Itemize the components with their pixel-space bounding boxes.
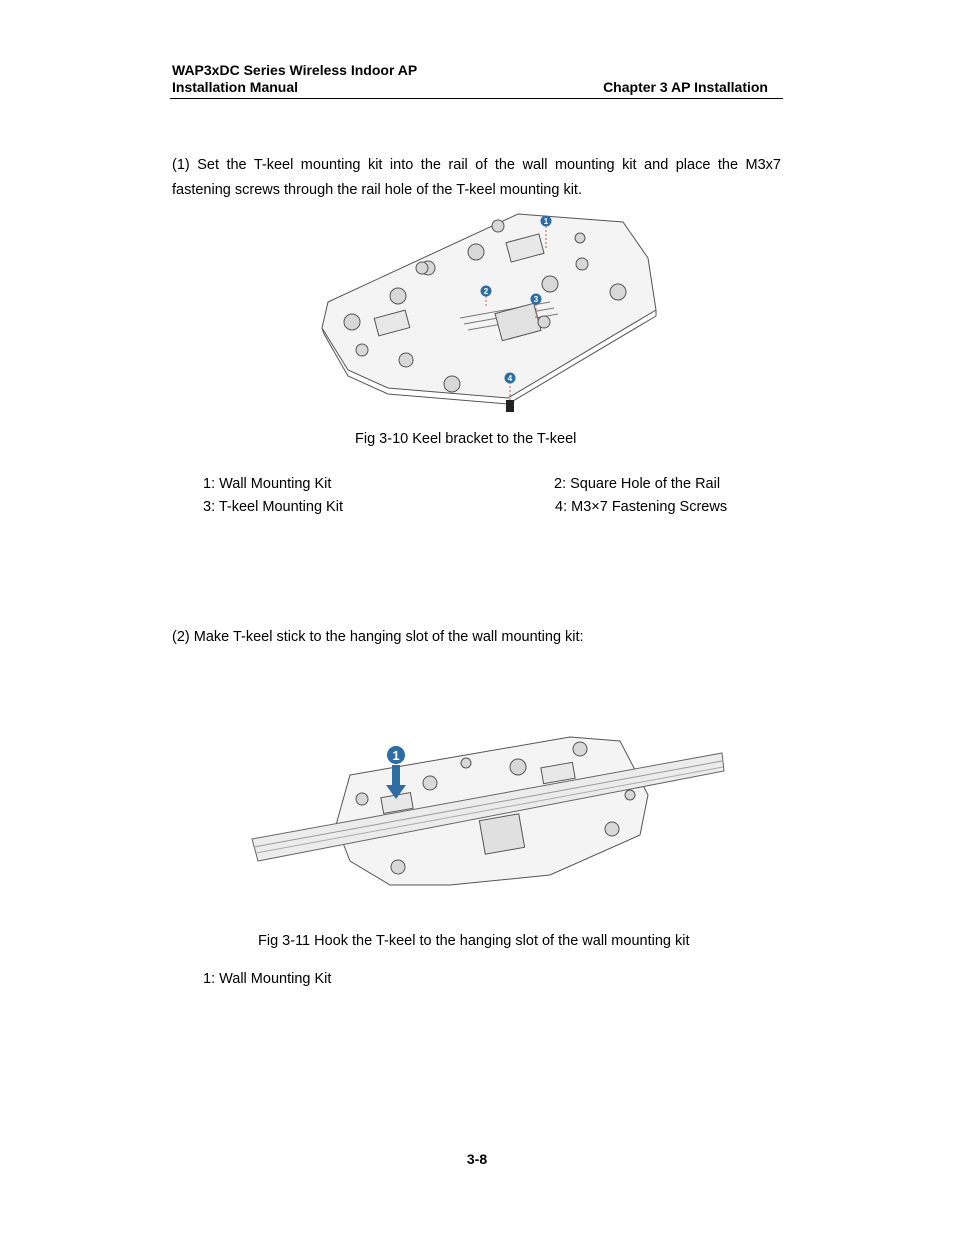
screw-boss xyxy=(610,284,626,300)
callout-4 xyxy=(505,373,516,384)
step1-text: (1) Set the T-keel mounting kit into the rail of the wall mounting kit and place the M3x7 fastening screws through the rail hole of the T-keel mounting kit. xyxy=(172,157,781,198)
legend-item-2: 2: Square Hole of the Rail xyxy=(554,476,721,492)
legend-item-3: 3: T-keel Mounting Kit xyxy=(203,499,343,515)
screw-boss xyxy=(356,793,368,805)
figure-3-11-illustration xyxy=(250,735,726,895)
screw-boss xyxy=(391,860,405,874)
screw-boss xyxy=(542,276,558,292)
figure-3-11-caption: Fig 3-11 Hook the T-keel to the hanging slot of the wall mounting kit xyxy=(258,933,690,949)
screw-boss xyxy=(510,759,526,775)
callout-2 xyxy=(481,286,492,297)
screw-boss xyxy=(461,758,471,768)
screw-boss xyxy=(625,790,635,800)
callout-1-label: 1 xyxy=(543,217,549,226)
legend-item-4: 4: M3×7 Fastening Screws xyxy=(555,499,728,515)
screw-boss xyxy=(356,344,368,356)
screw-boss xyxy=(423,776,437,790)
screw-boss xyxy=(575,233,585,243)
legend-item-1: 1: Wall Mounting Kit xyxy=(203,971,332,987)
screw-boss xyxy=(444,376,460,392)
callout-3 xyxy=(531,294,542,305)
figure-3-10-caption: Fig 3-10 Keel bracket to the T-keel xyxy=(355,431,577,447)
t-keel-kit xyxy=(479,814,524,854)
header-subtitle: Installation Manual xyxy=(172,79,299,95)
step2-text: (2) Make T-keel stick to the hanging slot of the wall mounting kit: xyxy=(172,629,584,645)
callout-1 xyxy=(541,216,552,227)
header-chapter: Chapter 3 AP Installation xyxy=(603,79,768,95)
plate-outline xyxy=(322,214,656,398)
screw-boss xyxy=(468,244,484,260)
screw-boss xyxy=(605,822,619,836)
screw-boss xyxy=(416,262,428,274)
legend-item-1: 1: Wall Mounting Kit xyxy=(203,476,332,492)
screw-boss xyxy=(390,288,406,304)
screw-boss xyxy=(573,742,587,756)
figure-3-10-illustration xyxy=(318,210,660,420)
header-divider xyxy=(170,98,783,99)
callout-4-label: 4 xyxy=(507,374,513,383)
screw-boss xyxy=(344,314,360,330)
header-title: WAP3xDC Series Wireless Indoor AP xyxy=(172,62,418,78)
callout-2-label: 2 xyxy=(483,287,489,296)
screw-boss xyxy=(399,353,413,367)
screw-boss xyxy=(492,220,504,232)
callout-1-label: 1 xyxy=(392,748,400,763)
page-number: 3-8 xyxy=(466,1151,488,1167)
callout-3-label: 3 xyxy=(533,295,539,304)
fastening-screw xyxy=(506,400,514,412)
screw-boss xyxy=(576,258,588,270)
screw-boss xyxy=(538,316,550,328)
callout-1 xyxy=(387,746,405,764)
